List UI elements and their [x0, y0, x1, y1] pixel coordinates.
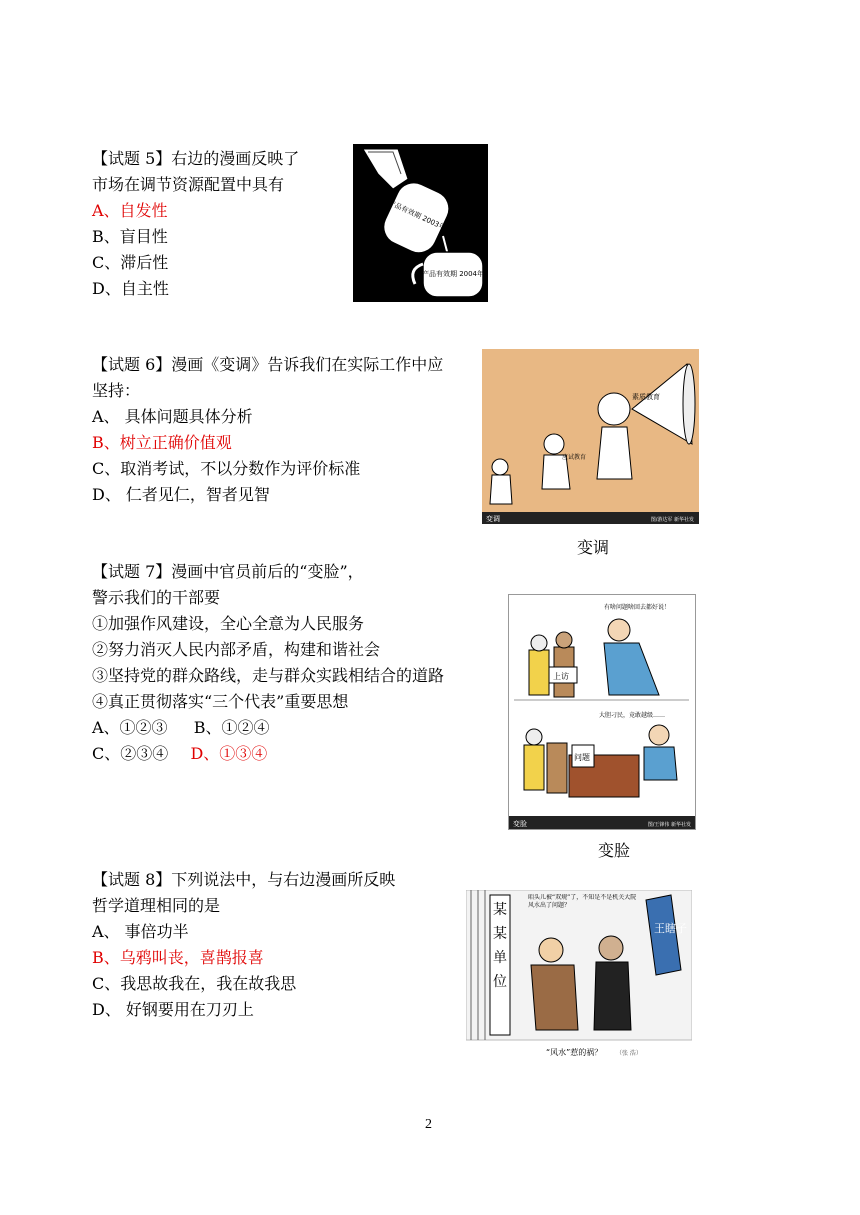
option-b: B、①②④	[193, 718, 270, 737]
item-3: ③坚持党的群众路线，走与群众实践相结合的道路	[92, 666, 445, 685]
option-c: C、我思故我在，我在故我思	[92, 974, 297, 993]
image-caption: 变调	[577, 538, 610, 557]
pot1-label: 产品有效期 2003年	[387, 198, 447, 233]
image-label-left: 变脸	[513, 820, 527, 828]
item-2: ②努力消灭人民内部矛盾，构建和谐社会	[92, 640, 381, 659]
cartoon-fengshui-image	[466, 890, 692, 1060]
image-label-right: 图/游达军 新华社发	[650, 517, 694, 523]
bubble-1: 有啥问题啥回去都好说！	[604, 604, 671, 611]
cartoon-biandiao-image	[482, 349, 699, 524]
question-7	[92, 559, 444, 767]
option-a: A、①②③	[92, 718, 168, 737]
option-d: D、 好钢要用在刀刃上	[92, 1000, 254, 1019]
option-a: A、自发性	[92, 201, 168, 220]
question-text: 市场在调节资源配置中具有	[92, 175, 285, 194]
option-b: B、树立正确价值观	[92, 433, 232, 452]
sign-1: 上访	[553, 672, 569, 681]
option-c: C、②③④	[92, 744, 169, 763]
question-title: 【试题 5】右边的漫画反映了	[92, 149, 300, 168]
mid-text: 应试教育	[562, 454, 587, 461]
question-text: 坚持：	[92, 381, 141, 400]
bubble-2: 大胆刁民，竟敢越级……	[599, 712, 666, 719]
question-5	[92, 146, 299, 302]
option-b: B、盲目性	[92, 227, 168, 246]
question-8	[92, 867, 395, 1023]
option-c: C、取消考试，不以分数作为评价标准	[92, 459, 361, 478]
item-4: ④真正贯彻落实“三个代表”重要思想	[92, 692, 349, 711]
question-text: 哲学道理相同的是	[92, 896, 221, 915]
option-b: B、乌鸦叫丧，喜鹊报喜	[92, 948, 264, 967]
question-title: 【试题 7】漫画中官员前后的“变脸”，	[92, 562, 364, 581]
option-c: C、滞后性	[92, 253, 169, 272]
options-row-1	[92, 715, 444, 741]
option-a: A、 具体问题具体分析	[92, 407, 253, 426]
option-d: D、①③④	[190, 744, 268, 763]
sign-2: 问题	[574, 753, 590, 762]
image-label-left: 变调	[486, 515, 500, 523]
option-d: D、自主性	[92, 279, 169, 298]
pot2-label: 产品有效期 2004年	[421, 270, 485, 278]
item-1: ①加强作风建设，全心全意为人民服务	[92, 614, 365, 633]
option-d: D、 仁者见仁，智者见智	[92, 485, 270, 504]
options-row-2	[92, 741, 444, 767]
question-title: 【试题 8】下列说法中，与右边漫画所反映	[92, 870, 396, 889]
question-6	[92, 352, 443, 508]
image-caption-text: “风水”惹的祸？	[546, 1048, 603, 1057]
cartoon-teapot-image	[353, 144, 488, 302]
cartoon-bianlian-image	[508, 594, 696, 830]
bubble-text: 咱头儿被“双规”了，不知是不是机关大院风水出了问题？	[528, 894, 637, 909]
page-number: 2	[425, 1117, 432, 1132]
option-a: A、 事倍功半	[92, 922, 189, 941]
image-author: （张 浩）	[616, 1050, 642, 1057]
horn-text: 素质教育	[632, 393, 660, 401]
image-caption: 变脸	[598, 841, 631, 860]
image-label-right: 图/王锋伟 新华社发	[647, 822, 691, 828]
sign-text: 某某单位	[493, 902, 507, 990]
question-title: 【试题 6】漫画《变调》告诉我们在实际工作中应	[92, 355, 444, 374]
banner-text: 王瞎子	[654, 922, 687, 935]
question-text: 警示我们的干部要	[92, 588, 221, 607]
